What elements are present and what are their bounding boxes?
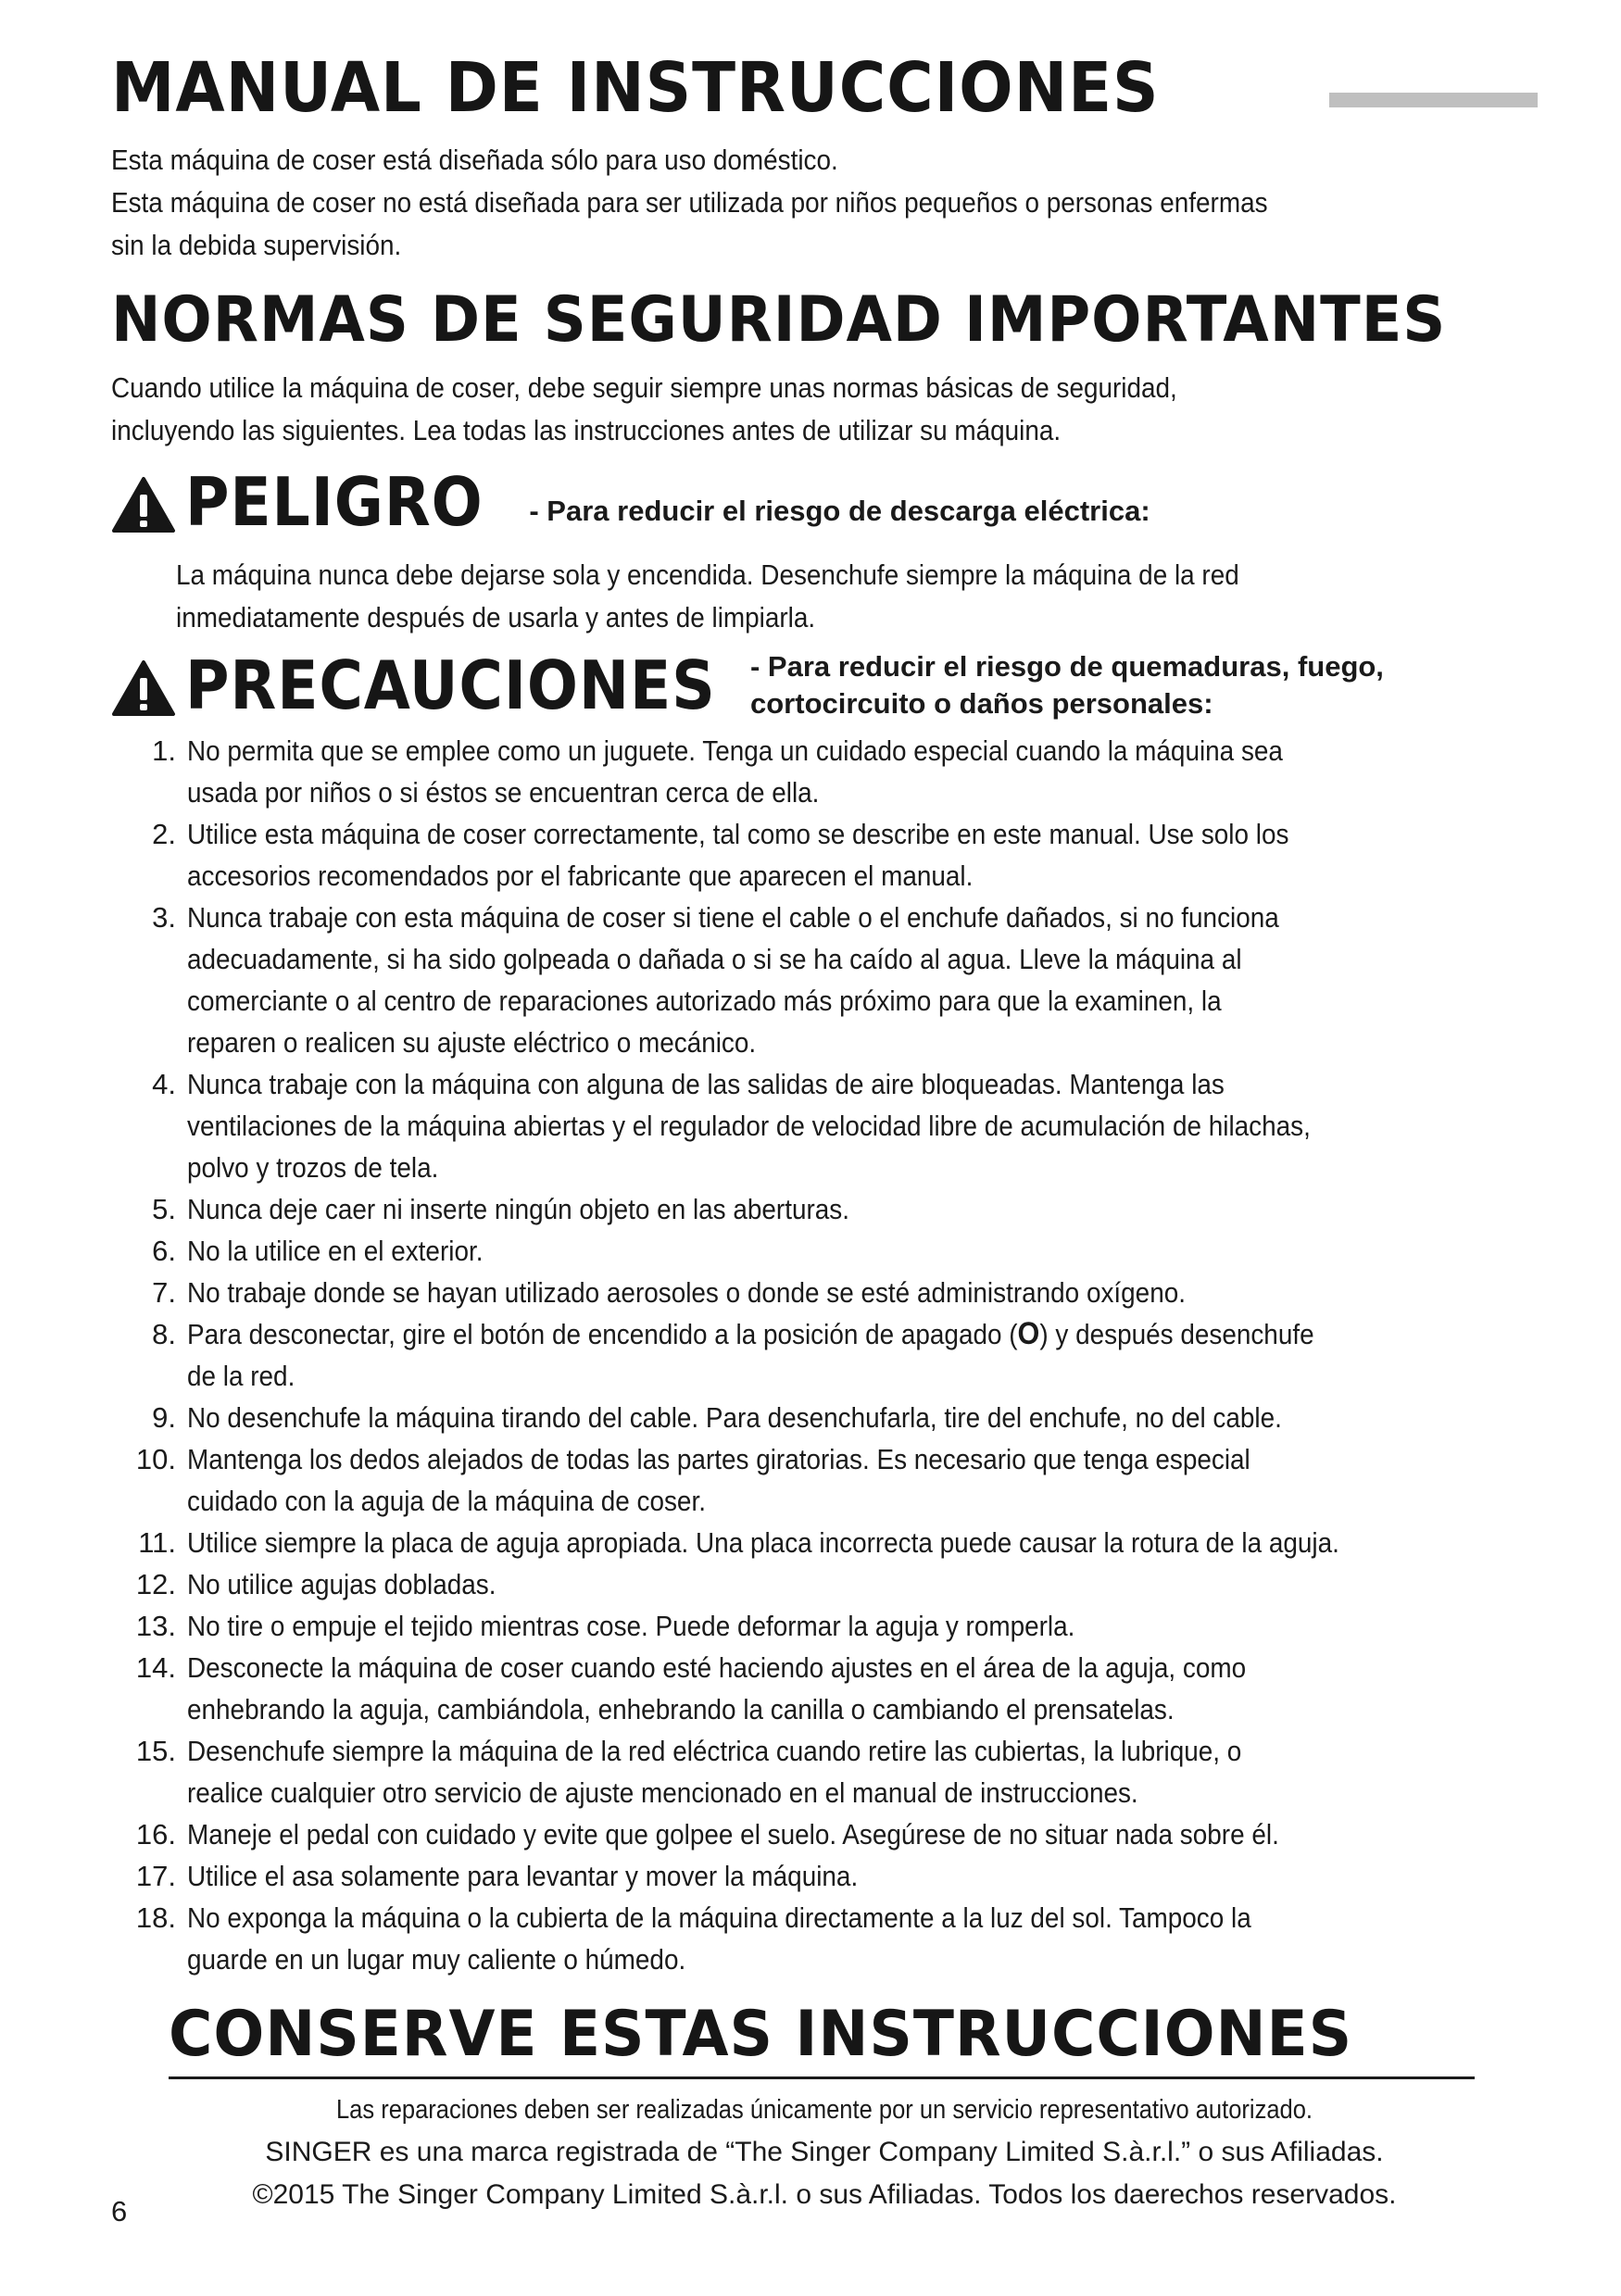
page-number: 6 [111,2195,128,2227]
intro-line-1: Esta máquina de coser está diseñada sólo para uso doméstico. [111,144,838,176]
list-item-number: 17. [135,1860,176,1892]
list-item-number: 3. [152,901,176,934]
list-item-number: 10. [135,1443,176,1475]
danger-word: PELIGRO [185,463,484,541]
list-item-number [111,1688,187,1730]
title-row [111,37,1538,139]
precautions-list [111,730,1538,1980]
safety-text-1: Cuando utilice la máquina de coser, debe seguir siempre unas normas básicas de seguridad, [111,371,1177,404]
list-item-number: 18. [135,1901,176,1934]
list-item-text: No utilice agujas dobladas. [187,1568,496,1600]
footer-trademark: SINGER es una marca registrada de “The Singer Company Limited S.à.r.l.” o sus Afiliadas. [265,2137,1384,2167]
list-item-text: No trabaje donde se hayan utilizado aerosoles o donde se esté administrando oxígeno. [187,1276,1186,1309]
list-item-text: ventilaciones de la máquina abiertas y el regulador de velocidad libre de acumulación de hilachas, [187,1110,1311,1142]
list-item-number [111,1022,187,1063]
list-item [111,1605,1538,1647]
list-item [111,938,1538,980]
list-item-text: Utilice esta máquina de coser correctamente, tal como se describe en este manual. Use solo los [187,818,1289,850]
caution-subtitle-1: - Para reducir el riesgo de quemaduras, fuego, [750,650,1384,683]
list-item [111,1730,1538,1772]
list-item-number: 12. [135,1568,176,1600]
list-item [111,1772,1538,1813]
list-item [111,1272,1538,1313]
list-item-number: 14. [135,1651,176,1684]
list-item [111,730,1538,772]
conserve-heading: CONSERVE ESTAS INSTRUCCIONES [169,1998,1353,2071]
list-item-number: 13. [135,1610,176,1642]
caution-word: PRECAUCIONES [185,646,716,724]
list-item-text: Desconecte la máquina de coser cuando esté haciendo ajustes en el área de la aguja, como [187,1651,1247,1684]
list-item-text: Utilice el asa solamente para levantar y mover la máquina. [187,1860,859,1892]
warning-triangle-icon [111,659,176,717]
list-item-text: cuidado con la aguja de la máquina de coser. [187,1485,706,1517]
list-item [111,1105,1538,1147]
list-item [111,897,1538,938]
danger-header [111,465,1538,539]
list-item-number: 2. [152,818,176,850]
list-item-text: de la red. [187,1360,295,1392]
list-item-text: Nunca trabaje con la máquina con alguna de las salidas de aire bloqueadas. Mantenga las [187,1068,1225,1100]
list-item [111,1688,1538,1730]
list-item [111,1063,1538,1105]
list-item-text: Para desconectar, gire el botón de encendido a la posición de apagado (O) y después desenchufe [187,1316,1314,1351]
list-item [111,1230,1538,1272]
footer-copyright: ©2015 The Singer Company Limited S.à.r.l. o sus Afiliadas. Todos los daerechos reservados. [252,2179,1397,2210]
list-item-number [111,980,187,1022]
list-item-number [111,1355,187,1397]
safety-heading: NORMAS DE SEGURIDAD IMPORTANTES [111,283,1447,357]
danger-subtitle: - Para reducir el riesgo de descarga eléctrica: [529,495,1150,527]
list-item [111,1563,1538,1605]
caution-subtitle [750,648,1384,722]
list-item [111,1647,1538,1688]
caution-header [111,648,1538,722]
list-item-text: Nunca deje caer ni inserte ningún objeto en las aberturas. [187,1193,850,1225]
list-item [111,1397,1538,1438]
list-item-text: No exponga la máquina o la cubierta de la máquina directamente a la luz del sol. Tampoco la [187,1901,1251,1934]
footer [111,2089,1538,2216]
safety-text-2: incluyendo las siguientes. Lea todas las instrucciones antes de utilizar su máquina. [111,414,1062,446]
list-item [111,1022,1538,1063]
list-item-text: Mantenga los dedos alejados de todas las partes giratorias. Es necesario que tenga especial [187,1443,1250,1475]
danger-text-1: La máquina nunca debe dejarse sola y encendida. Desenchufe siempre la máquina de la red [176,558,1239,591]
page-title: MANUAL DE INSTRUCCIONES [111,48,1160,128]
list-item [111,1438,1538,1480]
list-item-text: polvo y trozos de tela. [187,1151,439,1184]
list-item-text: reparen o realicen su ajuste eléctrico o mecánico. [187,1026,757,1059]
list-item-text: guarde en un lugar muy caliente o húmedo. [187,1943,686,1976]
list-item-text: No la utilice en el exterior. [187,1235,484,1267]
title-decoration-bar [1329,93,1538,107]
list-item-number [111,855,187,897]
list-item-text: usada por niños o si éstos se encuentran cerca de ella. [187,776,820,809]
list-item-number [111,1772,187,1813]
list-item-number [111,1105,187,1147]
list-item [111,1897,1538,1938]
list-item [111,1188,1538,1230]
list-item [111,1522,1538,1563]
list-item-number: 6. [152,1235,176,1267]
list-item-number: 4. [152,1068,176,1100]
list-item-number: 5. [152,1193,176,1225]
list-item-text: Desenchufe siempre la máquina de la red eléctrica cuando retire las cubiertas, la lubrique, o [187,1735,1242,1767]
list-item-text: adecuadamente, si ha sido golpeada o dañada o si se ha caído al agua. Lleve la máquina al [187,943,1242,975]
list-item-number: 16. [135,1818,176,1851]
list-item-number [111,772,187,813]
list-item-number: 11. [138,1526,176,1559]
danger-text [111,554,1538,639]
list-item-text: No permita que se emplee como un juguete. Tenga un cuidado especial cuando la máquina sea [187,734,1283,767]
list-item [111,1313,1538,1355]
manual-page [111,37,1538,2216]
list-item [111,1480,1538,1522]
list-item [111,1855,1538,1897]
list-item [111,813,1538,855]
list-item-text: accesorios recomendados por el fabricante que aparecen el manual. [187,859,974,892]
list-item-number [111,1938,187,1980]
list-item-number: 7. [152,1276,176,1309]
list-item [111,855,1538,897]
list-item-text: Nunca trabaje con esta máquina de coser si tiene el cable o el enchufe dañados, si no funciona [187,901,1279,934]
list-item-number: 8. [152,1318,176,1350]
caution-subtitle-2: cortocircuito o daños personales: [750,687,1213,720]
list-item [111,1355,1538,1397]
warning-triangle-icon [111,476,176,533]
list-item-number: 9. [152,1401,176,1434]
list-item [111,772,1538,813]
list-item [111,1813,1538,1855]
list-item-text: Utilice siempre la placa de aguja apropiada. Una placa incorrecta puede causar la rotura de la aguja. [187,1526,1339,1559]
list-item [111,980,1538,1022]
conserve-block [111,1993,1538,2076]
list-item-number [111,938,187,980]
conserve-underline [169,2076,1475,2079]
list-item [111,1147,1538,1188]
list-item [111,1938,1538,1980]
list-item-text: Maneje el pedal con cuidado y evite que golpee el suelo. Asegúrese de no situar nada sobre él. [187,1818,1279,1851]
list-item-text: comerciante o al centro de reparaciones autorizado más próximo para que la examinen, la [187,985,1222,1017]
footer-repairs: Las reparaciones deben ser realizadas únicamente por un servicio representativo autorizado. [335,2095,1313,2125]
intro-line-3: sin la debida supervisión. [111,229,402,261]
list-item-text: realice cualquier otro servicio de ajuste mencionado en el manual de instrucciones. [187,1776,1138,1809]
list-item-text: No desenchufe la máquina tirando del cable. Para desenchufarla, tire del enchufe, no del cable. [187,1401,1282,1434]
list-item-number: 15. [135,1735,176,1767]
intro-line-2: Esta máquina de coser no está diseñada para ser utilizada por niños pequeños o personas enfermas [111,186,1268,219]
list-item-number: 1. [152,734,176,767]
list-item-number [111,1480,187,1522]
list-item-text: No tire o empuje el tejido mientras cose. Puede deformar la aguja y romperla. [187,1610,1075,1642]
power-off-symbol: O [1017,1316,1040,1351]
list-item-number [111,1147,187,1188]
list-item-text: enhebrando la aguja, cambiándola, enhebrando la canilla o cambiando el prensatelas. [187,1693,1175,1725]
danger-text-2: inmediatamente después de usarla y antes de limpiarla. [176,601,816,634]
